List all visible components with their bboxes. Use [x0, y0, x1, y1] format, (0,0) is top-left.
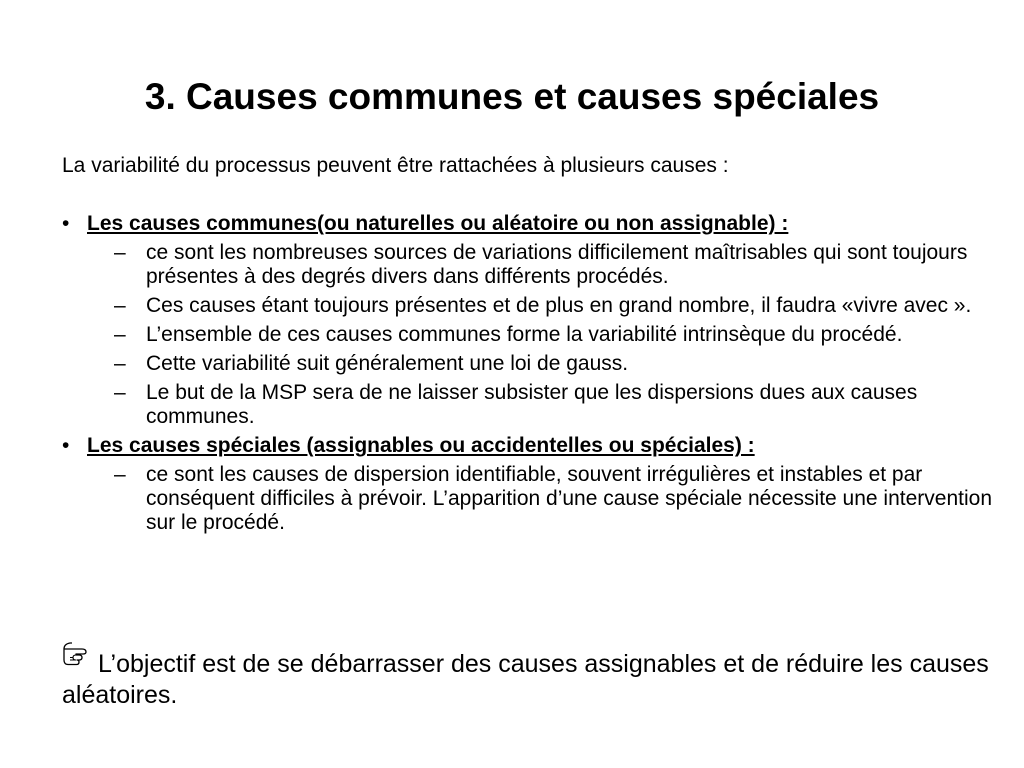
dash-icon: – [114, 352, 126, 375]
list-item-text: Ces causes étant toujours présentes et de plus en grand nombre, il faudra «vivre avec ». [146, 294, 972, 317]
list-item [62, 463, 1007, 535]
dash-icon: – [114, 241, 126, 264]
bullet-icon: • [62, 434, 70, 457]
list-item [62, 241, 1007, 289]
list-item-text: Cette variabilité suit généralement une loi de gauss. [146, 352, 629, 375]
bullet-common-causes [62, 212, 1007, 236]
slide-title: 3. Causes communes et causes spéciales [144, 76, 880, 117]
bullet-special-causes [62, 434, 1007, 458]
section-special-causes [62, 434, 1007, 535]
dash-icon: – [114, 463, 126, 486]
bullet-icon: • [62, 212, 70, 235]
section-heading: Les causes communes(ou naturelles ou aléatoire ou non assignable) : [87, 212, 789, 235]
intro-text: La variabilité du processus peuvent être rattachées à plusieurs causes : [62, 154, 729, 177]
section-common-causes [62, 212, 1007, 429]
list-item [62, 323, 1007, 347]
list-item-text: Le but de la MSP sera de ne laisser subsister que les dispersions dues aux causes communes. [146, 381, 918, 428]
pointing-hand-icon [62, 640, 98, 666]
list-item-text: ce sont les nombreuses sources de variations difficilement maîtrisables qui sont toujours présentes à des degrés divers dans différents procédés. [146, 241, 968, 288]
section-heading: Les causes spéciales (assignables ou accidentelles ou spéciales) : [87, 434, 755, 457]
conclusion-text: L’objectif est de se débarrasser des causes assignables et de réduire les causes aléatoires. [62, 650, 989, 709]
list-item-text: ce sont les causes de dispersion identifiable, souvent irrégulières et instables et par conséquent difficiles à prévoir. L’apparition d’une cause spéciale nécessite une intervention sur le procédé. [146, 463, 992, 534]
dash-icon: – [114, 323, 126, 346]
sub-list [62, 241, 1007, 429]
conclusion [62, 640, 1007, 711]
dash-icon: – [114, 294, 126, 317]
list-item [62, 381, 1007, 429]
sub-list [62, 463, 1007, 535]
list-item [62, 294, 1007, 318]
list-item [62, 352, 1007, 376]
dash-icon: – [114, 381, 126, 404]
slide-body [62, 212, 1007, 540]
list-item-text: L’ensemble de ces causes communes forme la variabilité intrinsèque du procédé. [146, 323, 903, 346]
